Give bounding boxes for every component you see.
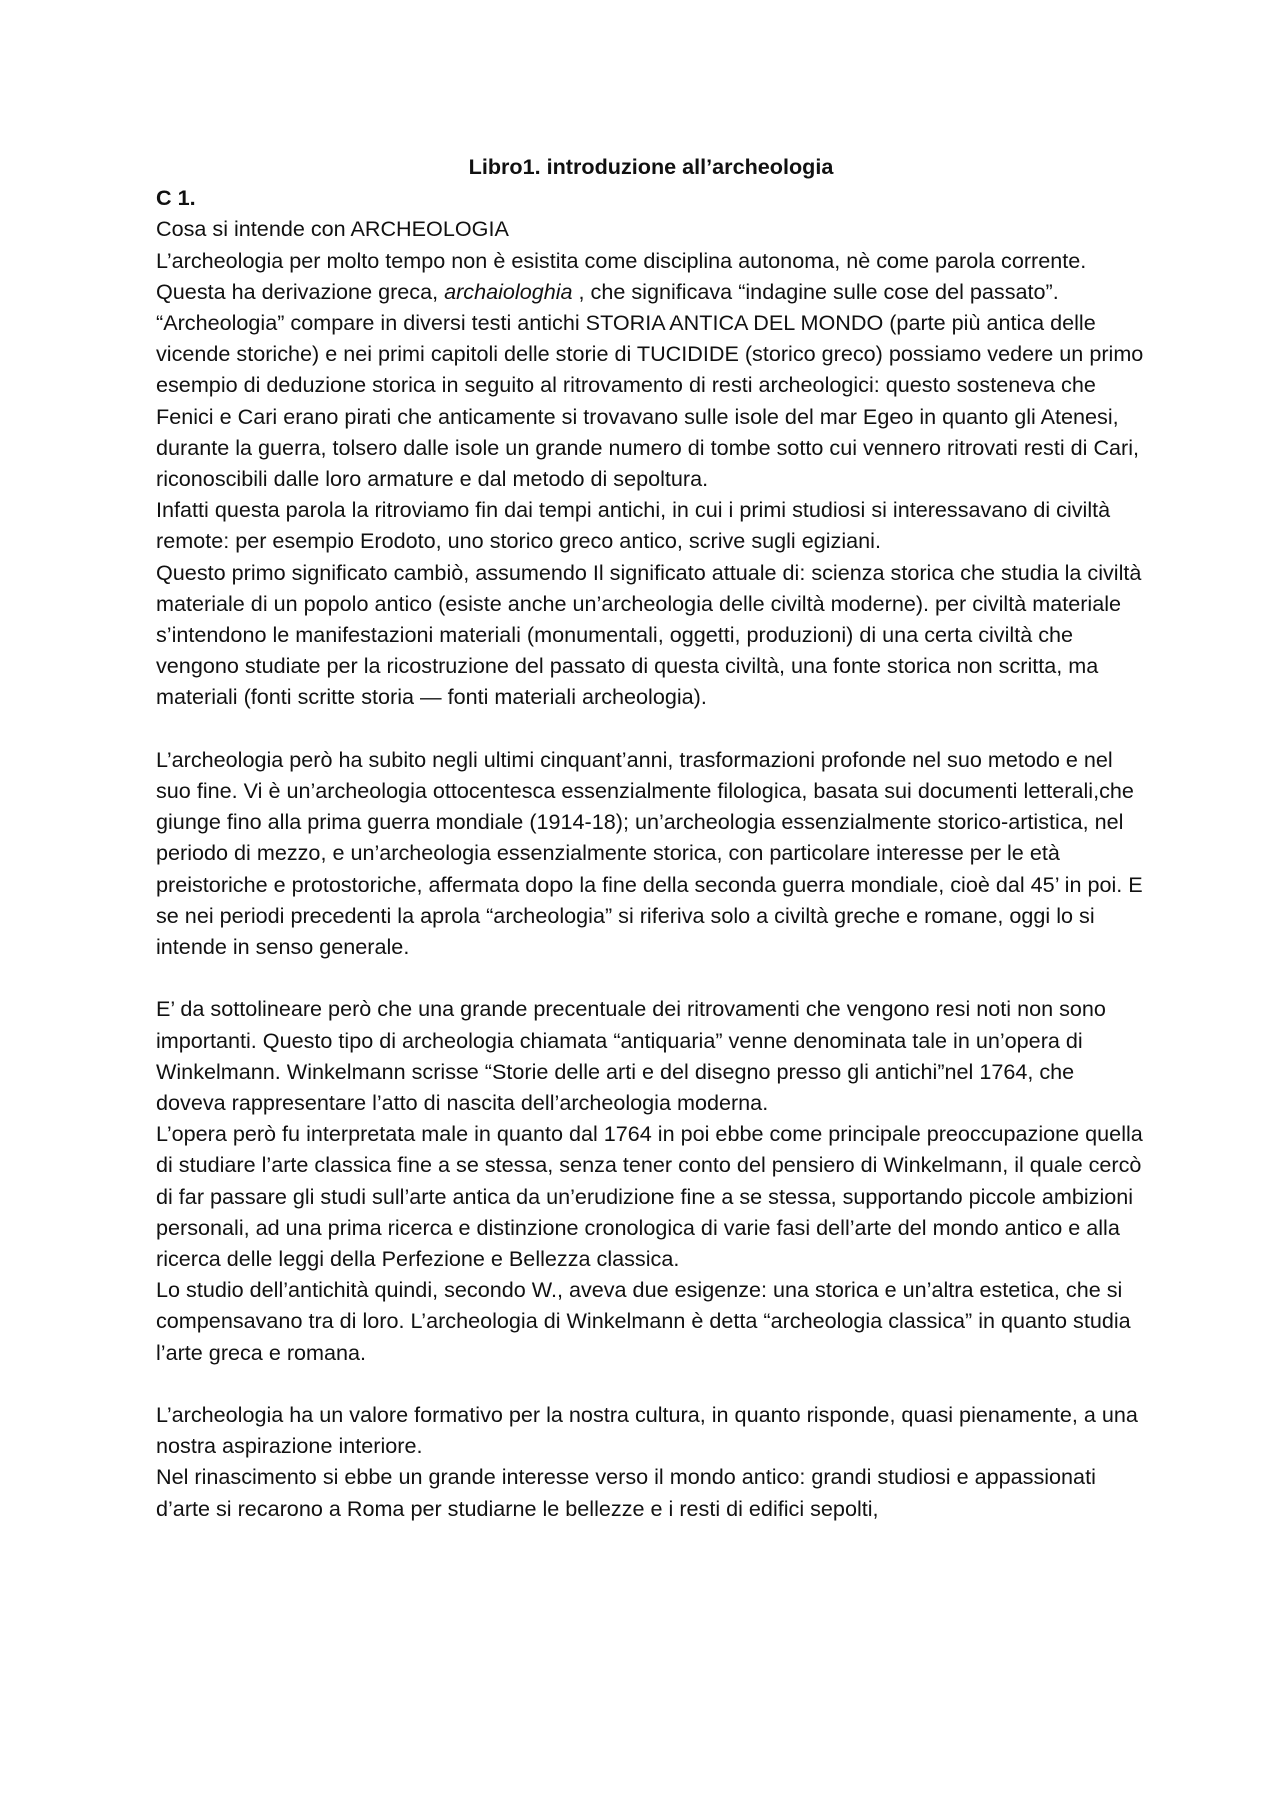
paragraph-1 xyxy=(156,245,1146,307)
paragraph-1-italic: archaiologhia xyxy=(444,278,573,304)
document-page xyxy=(156,151,1146,1524)
paragraph-7: L’opera però fu interpretata male in quanto dal 1764 in poi ebbe come principale preoccupazione quella di studiare l’arte classica fine a se stessa, senza tener conto del pensiero di Winkelmann, il quale cercò di far passare gli studi sull’arte antica da un’erudizione fine a se stessa, supportando piccole ambizioni personali, ad una prima ricerca e distinzione cronologica di varie fasi dell’arte del mondo antico e alla ricerca delle leggi della Perfezione e Bellezza classica. xyxy=(156,1121,1143,1272)
paragraph-5: L’archeologia però ha subito negli ultimi cinquant’anni, trasformazioni profonde nel suo metodo e nel suo fine. Vi è un’archeologia ottocentesca essenzialmente filologica, basata sui documenti letterali,che giunge fino alla prima guerra mondiale (1914-18); un’archeologia essenzialmente storico-artistica, nel periodo di mezzo, e un’archeologia essenzialmente storica, con particolare interesse per le età preistoriche e protostoriche, affermata dopo la fine della seconda guerra mondiale, cioè dal 45’ in poi. E se nei periodi precedenti la aprola “archeologia” si riferiva solo a civiltà greche e romane, oggi lo si intende in senso generale. xyxy=(156,746,1143,960)
paragraph-6: E’ da sottolineare però che una grande precentuale dei ritrovamenti che vengono resi noti non sono importanti. Questo tipo di archeologia chiamata “antiquaria” venne denominata tale in un’opera di Winkelmann. Winkelmann scrisse “Storie delle arti e del disegno presso gli antichi”nel 1764, che doveva rappresentare l’atto di nascita dell’archeologia moderna. xyxy=(156,996,1106,1116)
section-heading: Cosa si intende con ARCHEOLOGIA xyxy=(156,216,509,242)
paragraph-1-part-b: , che significava “indagine sulle cose del passato”. xyxy=(572,278,1059,304)
paragraph-4: Questo primo significato cambiò, assumendo Il significato attuale di: scienza storica che studia la civiltà materiale di un popolo antico (esiste anche un’archeologia delle civiltà moderne). per civiltà materiale s’intendono le manifestazioni materiali (monumentali, oggetti, produzioni) di una certa civiltà che vengono studiate per la ricostruzione del passato di questa civiltà, una fonte storica non scritta, ma materiali (fonti scritte storia — fonti materiali archeologia). xyxy=(156,559,1142,710)
paragraph-2: “Archeologia” compare in diversi testi antichi STORIA ANTICA DEL MONDO (parte più antica delle vicende storiche) e nei primi capitoli delle storie di TUCIDIDE (storico greco) possiamo vedere un primo esempio di deduzione storica in seguito al ritrovamento di resti archeologici: questo sosteneva che Fenici e Cari erano pirati che anticamente si trovavano sulle isole del mar Egeo in quanto gli Atenesi, durante la guerra, tolsero dalle isole un grande numero di tombe sotto cui vennero ritrovati resti di Cari, riconoscibili dalle loro armature e dal metodo di sepoltura. xyxy=(156,310,1144,492)
paragraph-10: Nel rinascimento si ebbe un grande interesse verso il mondo antico: grandi studiosi e appassionati d’arte si recarono a Roma per studiarne le bellezze e i resti di edifici sepolti, xyxy=(156,1464,1096,1521)
paragraph-spacer xyxy=(156,1368,1146,1399)
chapter-label: C 1. xyxy=(156,185,196,211)
paragraph-9: L’archeologia ha un valore formativo per la nostra cultura, in quanto risponde, quasi pienamente, a una nostra aspirazione interiore. xyxy=(156,1402,1138,1459)
document-title: Libro1. introduzione all’archeologia xyxy=(468,154,834,179)
paragraph-spacer xyxy=(156,962,1146,993)
paragraph-spacer xyxy=(156,713,1146,744)
paragraph-1-part-a: L’archeologia per molto tempo non è esistita come disciplina autonoma, nè come parola corrente. Questa ha derivazione greca, xyxy=(156,247,1087,304)
paragraph-3: Infatti questa parola la ritroviamo fin dai tempi antichi, in cui i primi studiosi si interessavano di civiltà remote: per esempio Erodoto, uno storico greco antico, scrive sugli egiziani. xyxy=(156,497,1111,554)
paragraph-8: Lo studio dell’antichità quindi, secondo W., aveva due esigenze: una storica e un’altra estetica, che si compensavano tra di loro. L’archeologia di Winkelmann è detta “archeologia classica” in quanto studia l’arte greca e romana. xyxy=(156,1277,1131,1365)
